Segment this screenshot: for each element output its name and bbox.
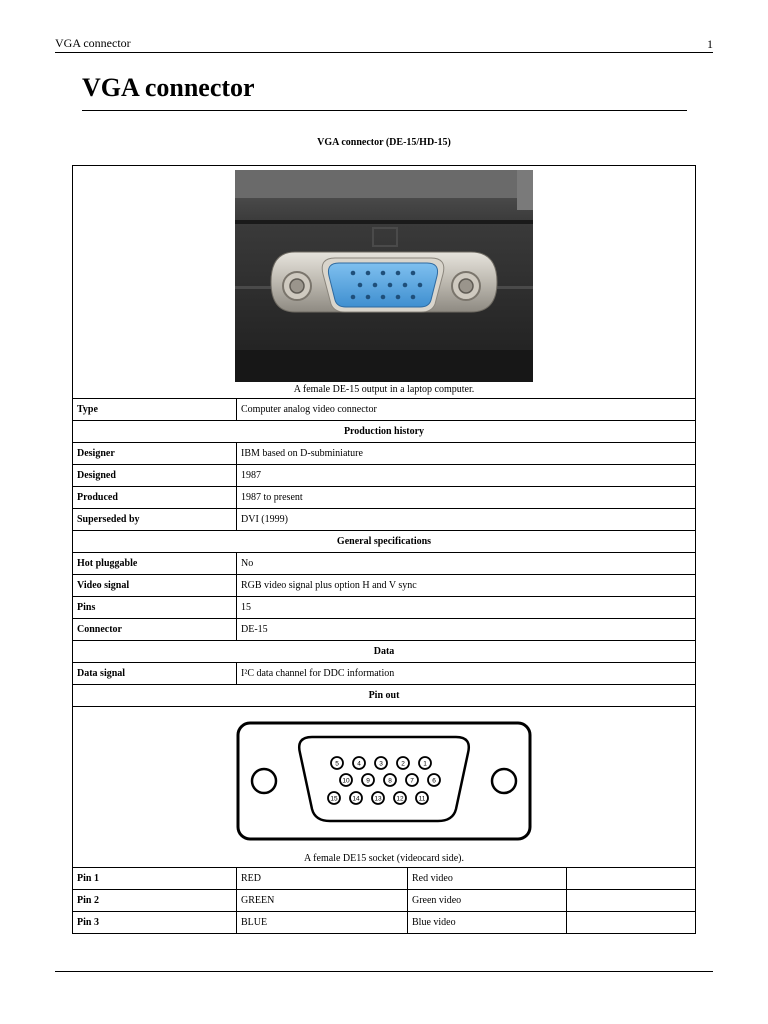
page-title: VGA connector (82, 70, 687, 111)
infobox-row (73, 509, 696, 531)
row-label: Connector (73, 619, 237, 641)
row-label: Pins (73, 597, 237, 619)
row-value: I²C data channel for DDC information (237, 663, 696, 685)
pin-signal: GREEN (237, 890, 408, 912)
pin-label: Pin 1 (73, 868, 237, 890)
page-number: 1 (707, 37, 713, 51)
photo-cell (73, 166, 696, 399)
pin-label: Pin 2 (73, 890, 237, 912)
pin-number: 15 (330, 795, 338, 803)
row-value: DVI (1999) (237, 509, 696, 531)
infobox-table (72, 165, 696, 934)
pin-number: 4 (357, 760, 361, 768)
infobox-caption: VGA connector (DE-15/HD-15) (317, 137, 451, 148)
pin-row (73, 912, 696, 934)
pin-description: Red video (408, 868, 567, 890)
row-value: 1987 to present (237, 487, 696, 509)
pin-row (73, 868, 696, 890)
pin-number: 6 (432, 777, 436, 785)
row-label: Designer (73, 443, 237, 465)
photo-caption: A female DE-15 output in a laptop computer. (293, 384, 475, 395)
row-value: 15 (237, 597, 696, 619)
pin-number: 12 (396, 795, 404, 803)
infobox-row (73, 399, 696, 421)
pin-number: 13 (374, 795, 382, 803)
infobox-row (73, 597, 696, 619)
pin-description: Blue video (408, 912, 567, 934)
pinout-caption: A female DE15 socket (videocard side). (304, 853, 464, 864)
infobox-row (73, 575, 696, 597)
pin-extra (567, 890, 696, 912)
infobox-row (73, 465, 696, 487)
pinout-diagram (234, 717, 534, 847)
pin-label: Pin 3 (73, 912, 237, 934)
pin-extra (567, 912, 696, 934)
row-label: Designed (73, 465, 237, 487)
row-value: No (237, 553, 696, 575)
infobox-row (73, 663, 696, 685)
row-label: Video signal (73, 575, 237, 597)
row-label: Superseded by (73, 509, 237, 531)
pin-number: 5 (335, 760, 339, 768)
row-value: 1987 (237, 465, 696, 487)
row-label: Produced (73, 487, 237, 509)
pin-number: 1 (423, 760, 427, 768)
infobox-row (73, 619, 696, 641)
footer-rule (55, 971, 713, 972)
infobox-row (73, 487, 696, 509)
running-header (55, 36, 713, 53)
section-heading: Data (73, 641, 696, 663)
section-heading: General specifications (73, 531, 696, 553)
pin-number: 10 (342, 777, 350, 785)
infobox-row (73, 553, 696, 575)
pin-signal: BLUE (237, 912, 408, 934)
row-value: Computer analog video connector (237, 399, 696, 421)
connector-photo (235, 170, 533, 382)
row-label: Hot pluggable (73, 553, 237, 575)
running-title: VGA connector (55, 36, 131, 50)
row-label: Type (73, 399, 237, 421)
pin-row (73, 890, 696, 912)
pin-number: 7 (410, 777, 414, 785)
pin-description: Green video (408, 890, 567, 912)
pin-number: 2 (401, 760, 405, 768)
pinout-cell (73, 707, 696, 868)
row-value: DE-15 (237, 619, 696, 641)
row-value: RGB video signal plus option H and V sync (237, 575, 696, 597)
pin-number: 14 (352, 795, 360, 803)
pin-extra (567, 868, 696, 890)
pin-number: 8 (388, 777, 392, 785)
pin-number: 9 (366, 777, 370, 785)
section-heading: Pin out (73, 685, 696, 707)
pin-signal: RED (237, 868, 408, 890)
section-heading: Production history (73, 421, 696, 443)
pin-number: 3 (379, 760, 383, 768)
infobox-row (73, 443, 696, 465)
row-value: IBM based on D-subminiature (237, 443, 696, 465)
row-label: Data signal (73, 663, 237, 685)
pin-number: 11 (418, 795, 426, 803)
